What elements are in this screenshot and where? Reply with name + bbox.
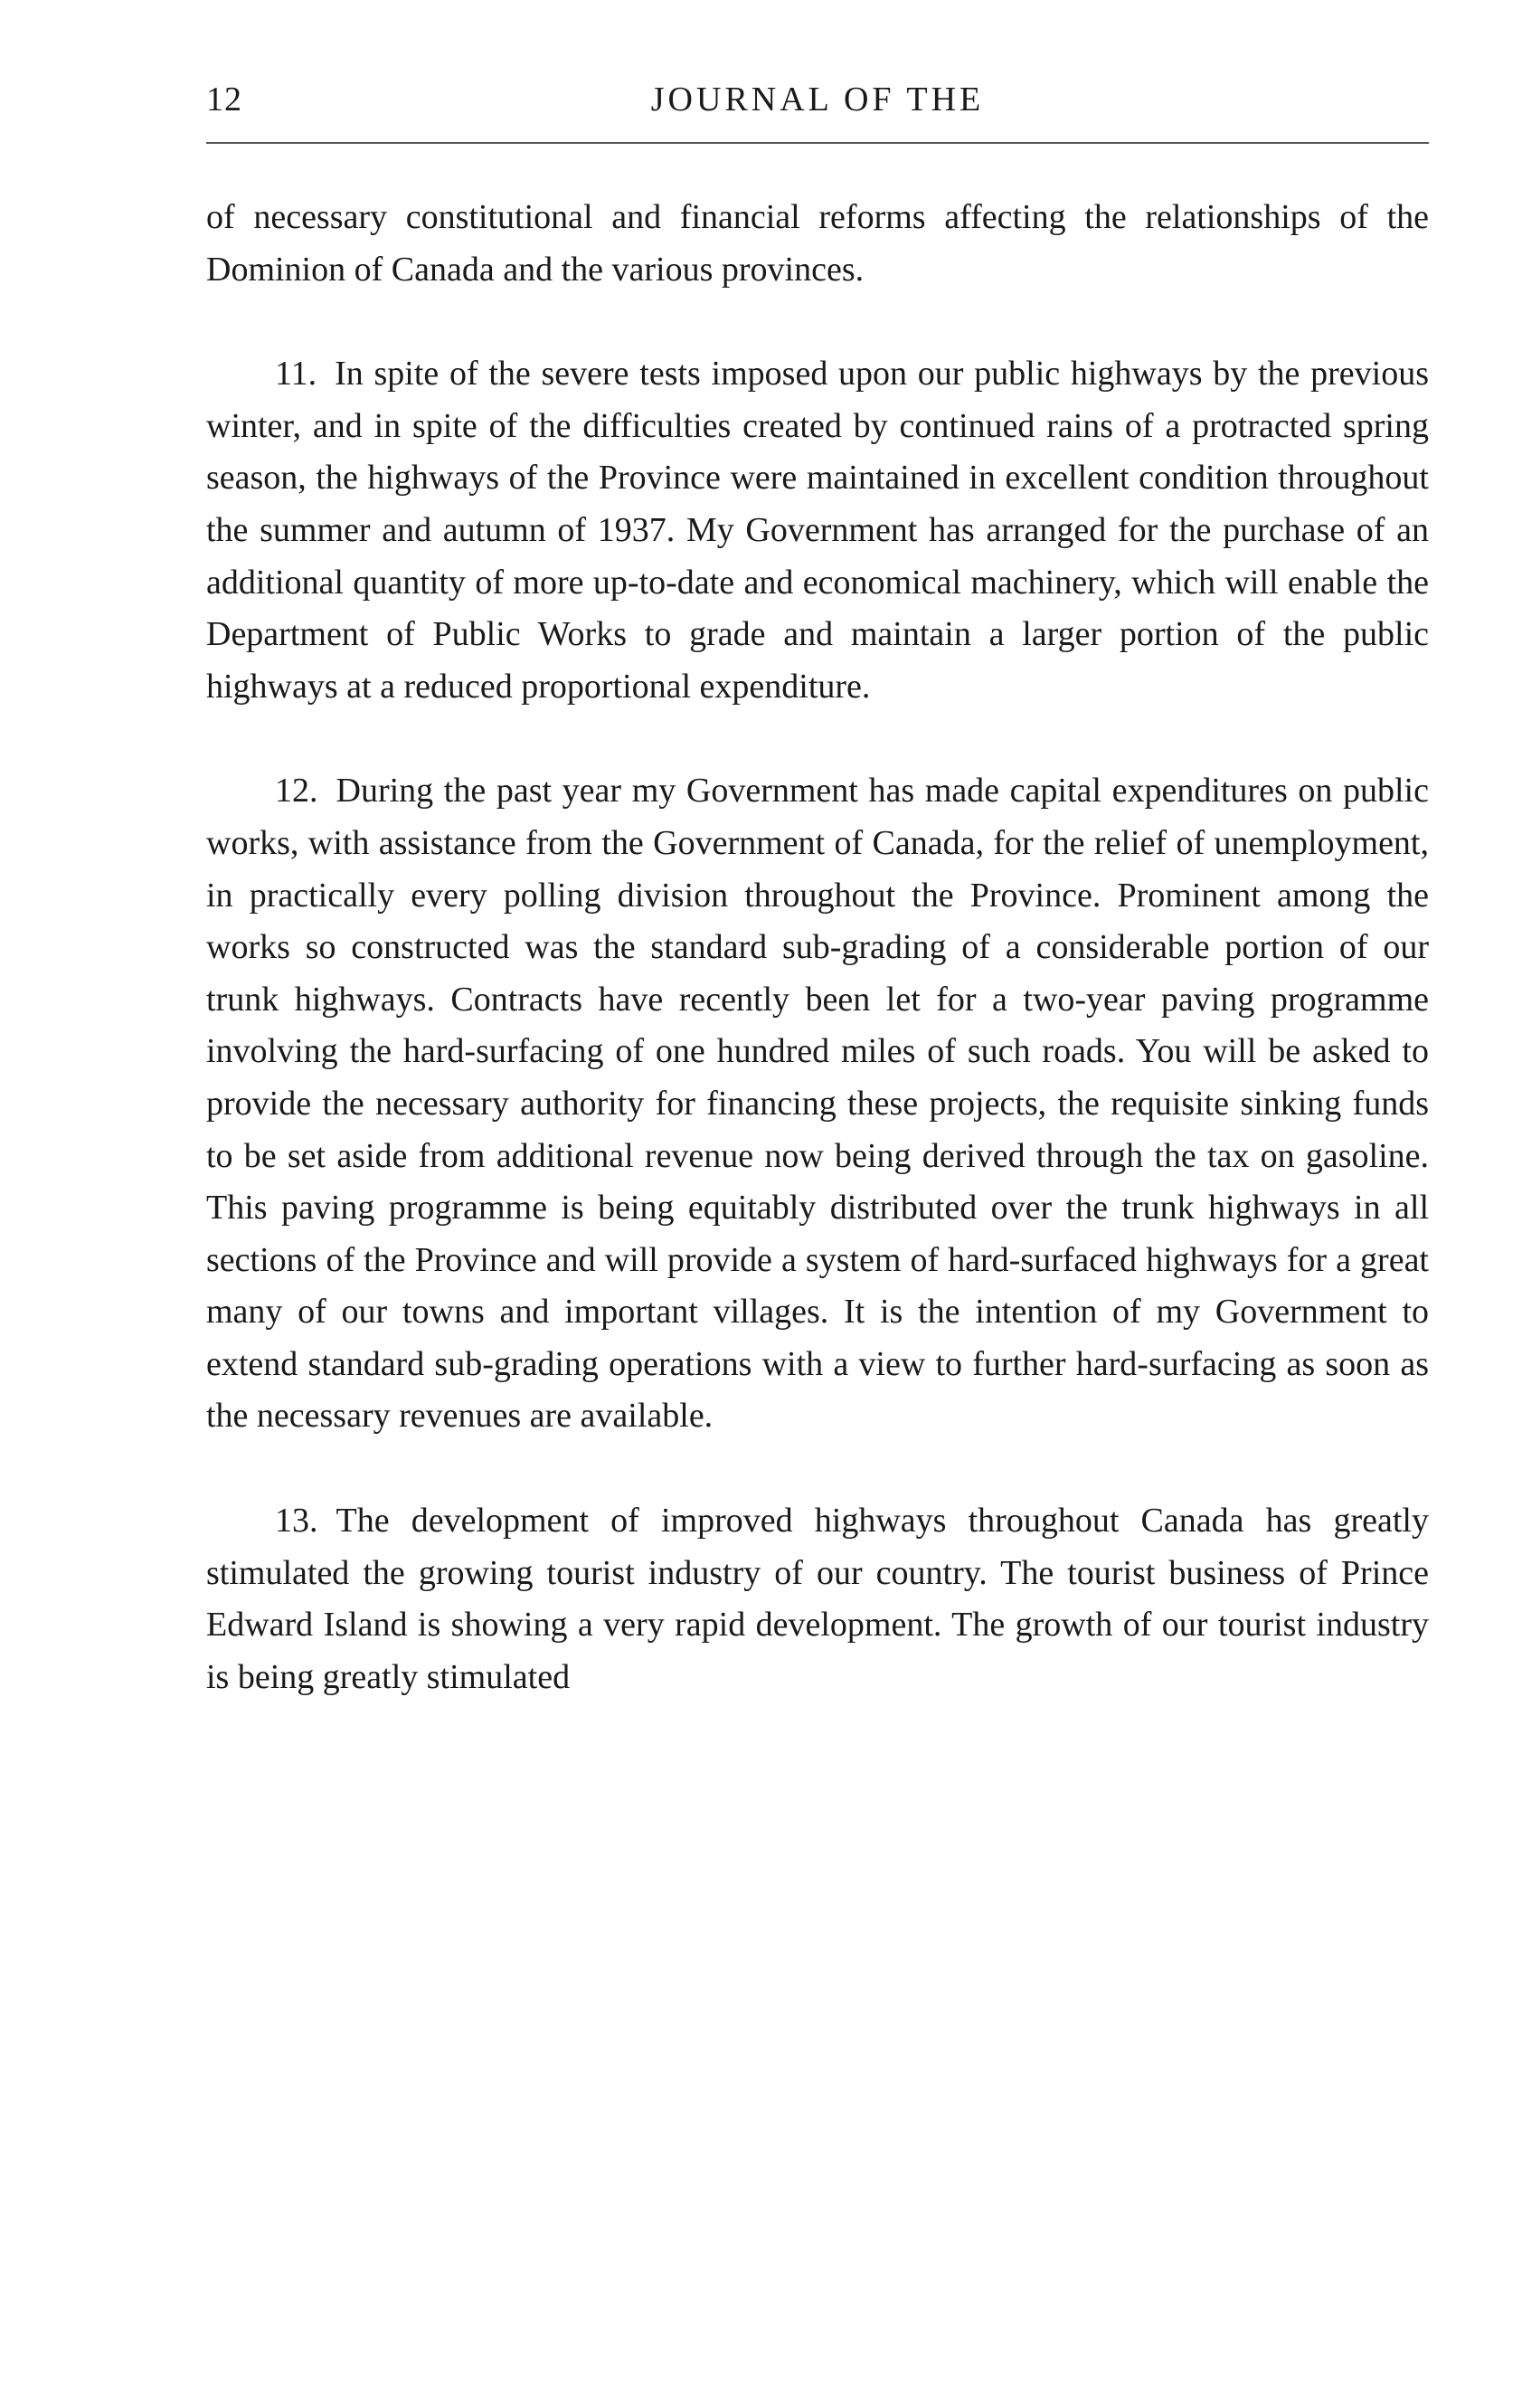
- paragraph-text: The development of improved highways throughout Canada has greatly stimulated the growing tourist industry of our country. The tourist business of Prince Edward Island is showing a very rapid development. The growth of our tourist industry is being greatly stimulated: [206, 1502, 1429, 1696]
- running-head: [206, 80, 1429, 134]
- journal-title: JOURNAL OF THE: [650, 81, 985, 119]
- paragraph-continued: of necessary constitutional and financial reforms affecting the relationships of the Dominion of Canada and the various provinces.: [206, 198, 1429, 289]
- body-text: [206, 192, 1429, 1703]
- paragraph-number: 12.: [275, 772, 318, 811]
- paragraph-number: 13.: [275, 1502, 318, 1541]
- page-number: 12: [206, 81, 242, 119]
- paragraph-number: 11.: [275, 355, 317, 393]
- paragraph-text: In spite of the severe tests imposed upon our public highways by the previous winter, and in spite of the difficulties created by continued rains of a protracted spring season, the highways of the Province were maintained in excellent condition throughout the summer and autumn of 1937. My Government has arranged for the purchase of an additional quantity of more up-to-date and economical machinery, which will enable the Department of Public Works to grade and maintain a larger portion of the public highways at a reduced proportional expenditure.: [206, 355, 1429, 706]
- paragraph-13: [206, 1495, 1429, 1703]
- paragraph-text: During the past year my Government has made capital expenditures on public works, with assistance from the Government of Canada, for the relief of unemployment, in practically every polling division throughout the Province. Prominent among the works so constructed was the standard sub-grading of a considerable portion of our trunk highways. Contracts have recently been let for a two-year paving programme involving the hard-surfacing of one hundred miles of such roads. You will be asked to provide the necessary authority for financing these projects, the requisite sinking funds to be set aside from additional revenue now being derived through the tax on gasoline. This paving programme is being equitably distributed over the trunk highways in all sections of the Province and will provide a system of hard-surfaced highways for a great many of our towns and important villages. It is the intention of my Government to extend standard sub-grading operations with a view to further hard-surfacing as soon as the necessary revenues are available.: [206, 772, 1429, 1436]
- paragraph-12: [206, 765, 1429, 1443]
- header-rule: [206, 142, 1429, 144]
- paragraph-11: [206, 348, 1429, 713]
